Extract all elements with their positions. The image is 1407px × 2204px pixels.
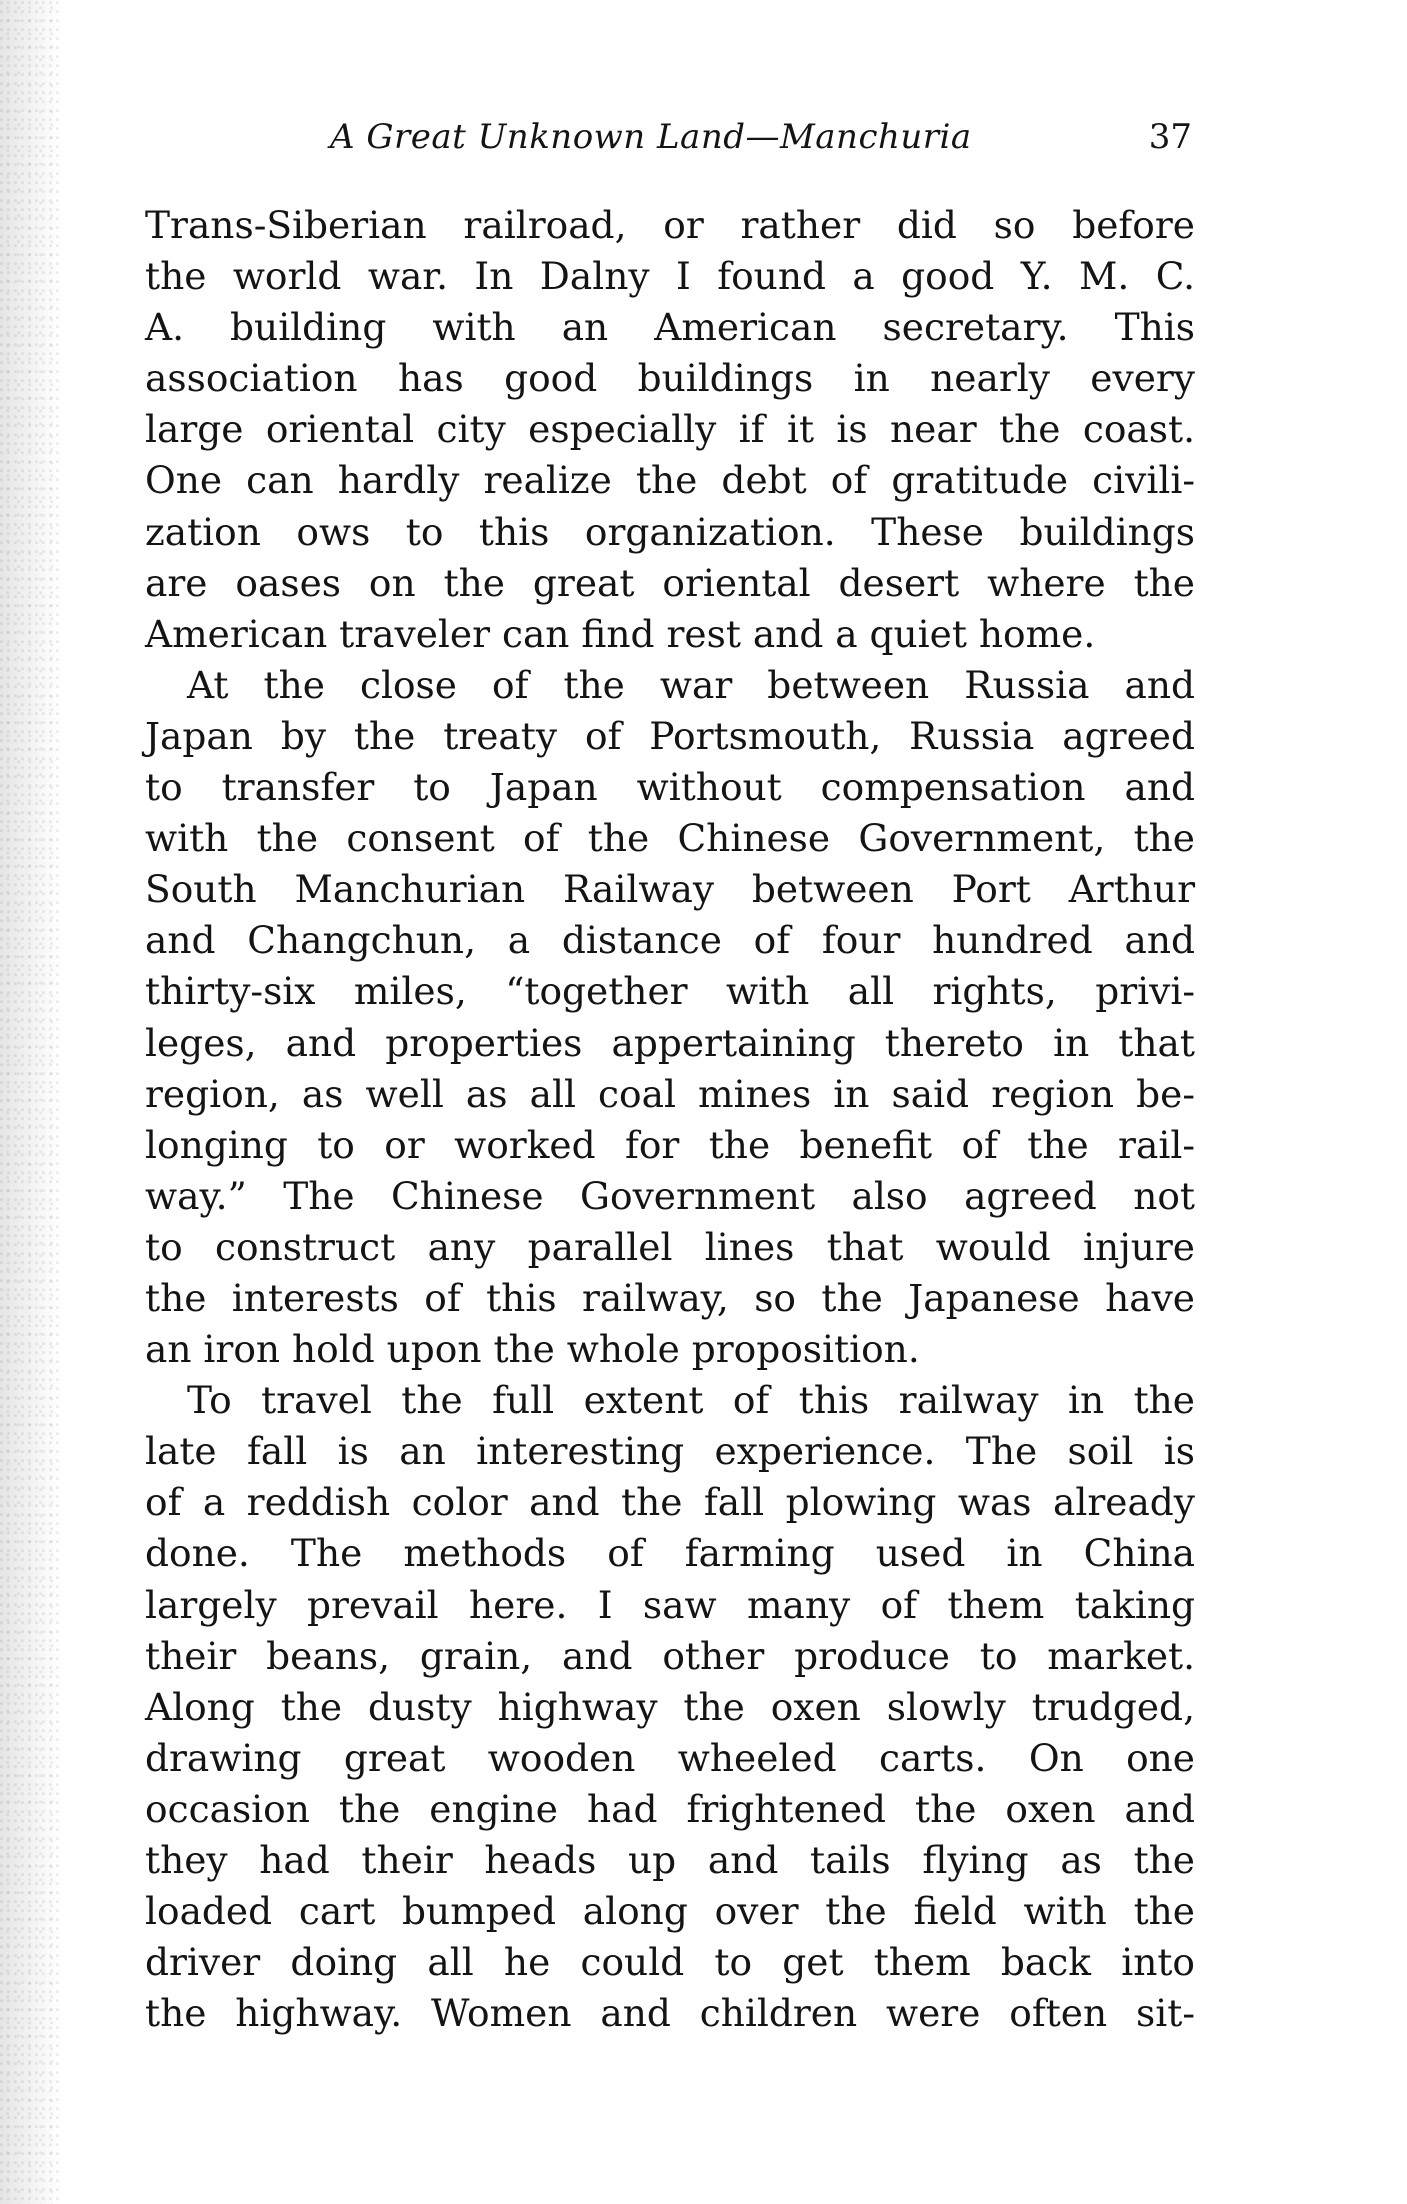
text-line: loaded cart bumped along over the field with the: [145, 1889, 1195, 1934]
scan-edge-shadow: [0, 0, 60, 2204]
text-line: drawing great wooden wheeled carts. On one: [145, 1735, 1195, 1780]
text-line: Japan by the treaty of Portsmouth, Russia agreed: [145, 713, 1195, 758]
text-line: and Changchun, a distance of four hundred and: [145, 918, 1195, 963]
text-line: to transfer to Japan without compensation and: [145, 765, 1195, 810]
text-line: to construct any parallel lines that would injure: [145, 1224, 1195, 1269]
text-line: their beans, grain, and other produce to market.: [145, 1633, 1195, 1678]
text-line: way.” The Chinese Government also agreed not: [145, 1173, 1195, 1218]
running-head: [142, 112, 1192, 162]
text-line: driver doing all he could to get them back into: [145, 1940, 1195, 1985]
text-line: large oriental city especially if it is near the coast.: [145, 407, 1195, 452]
running-title: A Great Unknown Land—Manchuria: [330, 117, 972, 157]
text-line: American traveler can find rest and a quiet home.: [145, 611, 1096, 656]
text-line: longing to or worked for the benefit of the rail-: [145, 1122, 1195, 1167]
body-text: [145, 200, 1195, 2039]
text-line: Along the dusty highway the oxen slowly trudged,: [145, 1684, 1195, 1729]
text-line: association has good buildings in nearly every: [145, 356, 1195, 401]
text-line: an iron hold upon the whole proposition.: [145, 1327, 920, 1372]
paragraph: [145, 200, 1195, 660]
text-line: At the close of the war between Russia and: [187, 662, 1195, 707]
page-number: 37: [1148, 117, 1192, 157]
text-line: To travel the full extent of this railway in the: [187, 1378, 1195, 1423]
text-line: South Manchurian Railway between Port Arthur: [145, 867, 1195, 912]
text-line: leges, and properties appertaining thereto in that: [145, 1020, 1195, 1065]
paragraph: [145, 660, 1195, 1375]
text-line: done. The methods of farming used in China: [145, 1531, 1195, 1576]
text-line: One can hardly realize the debt of gratitude civili-: [145, 458, 1195, 503]
text-line: of a reddish color and the fall plowing was already: [145, 1480, 1195, 1525]
text-line: occasion the engine had frightened the oxen and: [145, 1786, 1195, 1831]
text-line: with the consent of the Chinese Government, the: [145, 816, 1195, 861]
text-line: region, as well as all coal mines in said region be-: [145, 1071, 1195, 1116]
text-line: late fall is an interesting experience. The soil is: [145, 1429, 1195, 1474]
text-line: the highway. Women and children were often sit-: [145, 1991, 1195, 2036]
text-line: the world war. In Dalny I found a good Y. M. C.: [145, 254, 1195, 299]
text-line: zation ows to this organization. These buildings: [145, 509, 1195, 554]
text-line: are oases on the great oriental desert where the: [145, 560, 1195, 605]
text-line: the interests of this railway, so the Japanese have: [145, 1275, 1195, 1320]
paragraph: [145, 1375, 1195, 2039]
text-line: thirty-six miles, “together with all rights, privi-: [145, 969, 1195, 1014]
text-line: Trans-Siberian railroad, or rather did so before: [145, 203, 1195, 247]
text-line: A. building with an American secretary. This: [145, 305, 1195, 350]
text-line: largely prevail here. I saw many of them taking: [145, 1582, 1195, 1627]
text-line: they had their heads up and tails flying as the: [145, 1838, 1195, 1882]
